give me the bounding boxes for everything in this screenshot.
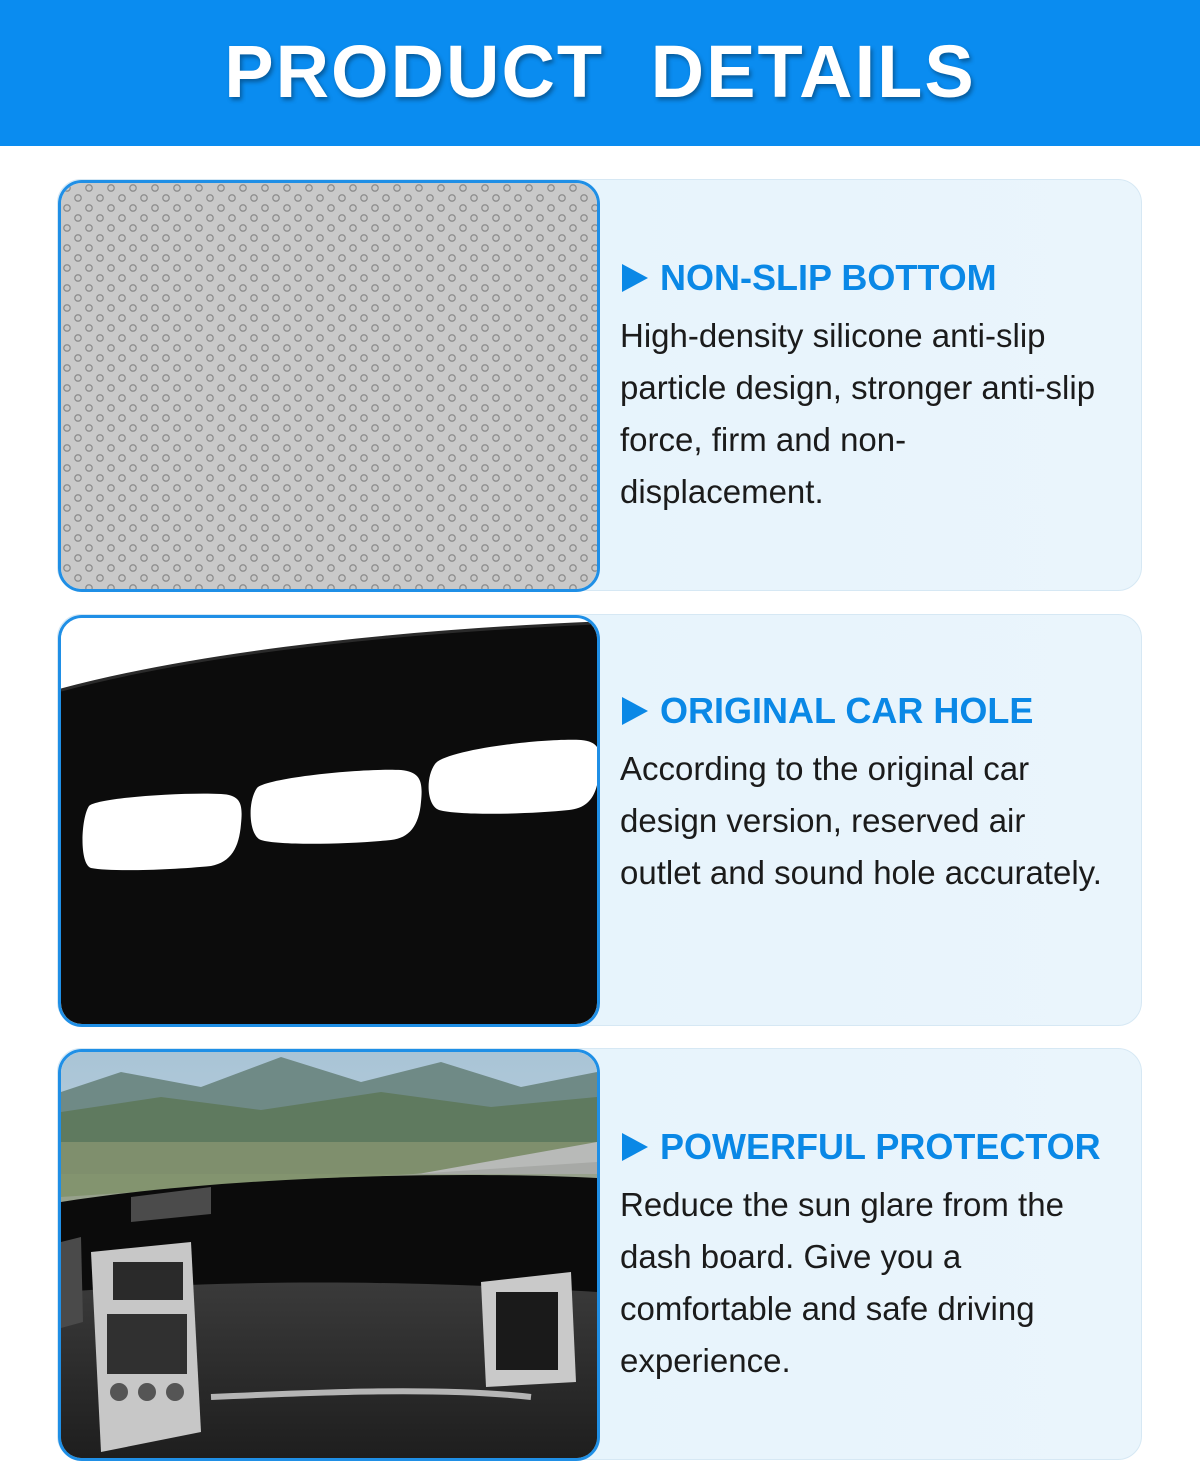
feature-description-car-hole: According to the original car design version, reserved air outlet and sound hole accurately. bbox=[620, 750, 1102, 891]
feature-description-protector: Reduce the sun glare from the dash board. Give you a comfortable and safe driving experience. bbox=[620, 1186, 1064, 1379]
feature-title-non-slip bbox=[620, 256, 1130, 300]
header-banner bbox=[0, 0, 1200, 146]
triangle-right-icon bbox=[622, 1133, 648, 1161]
feature-title-text: ORIGINAL CAR HOLE bbox=[660, 690, 1034, 731]
triangle-right-icon bbox=[622, 697, 648, 725]
feature-title-car-hole bbox=[620, 689, 1130, 733]
feature-card-car-hole bbox=[57, 614, 1142, 1026]
feature-description-non-slip: High-density silicone anti-slip particle design, stronger anti-slip force, firm and non-displacement. bbox=[620, 317, 1096, 510]
feature-title-protector bbox=[620, 1125, 1130, 1169]
triangle-right-icon bbox=[622, 264, 648, 292]
feature-card-protector bbox=[57, 1048, 1142, 1460]
feature-title-text: POWERFUL PROTECTOR bbox=[660, 1126, 1101, 1167]
powerful-protector-photo bbox=[58, 1049, 600, 1461]
non-slip-bottom-photo bbox=[58, 180, 600, 592]
feature-title-text: NON-SLIP BOTTOM bbox=[660, 257, 997, 298]
original-car-hole-photo bbox=[58, 615, 600, 1027]
page-title: PRODUCT DETAILS bbox=[224, 29, 976, 113]
feature-card-non-slip bbox=[57, 179, 1142, 591]
